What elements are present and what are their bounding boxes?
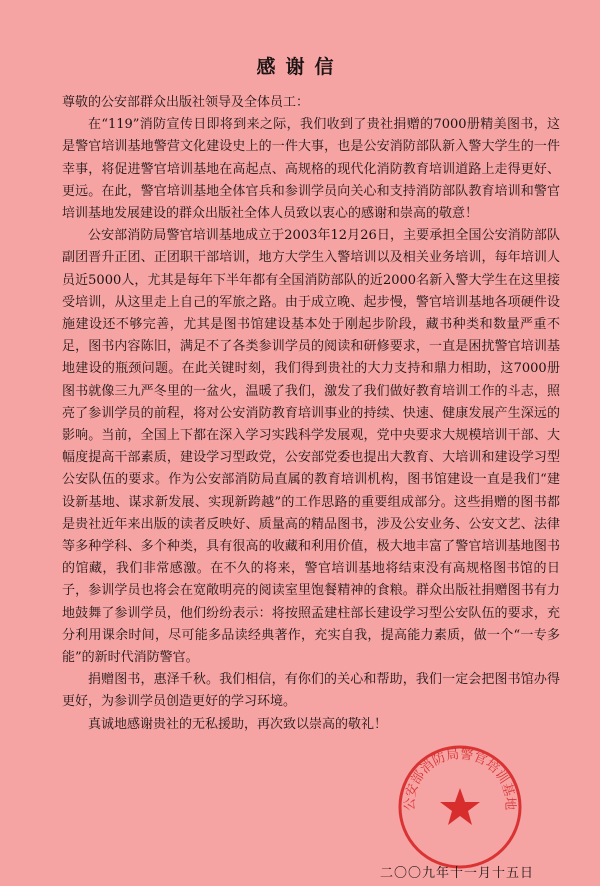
paragraph-3: 捐赠图书，惠泽千秋。我们相信，有你们的关心和帮助，我们一定会把图书馆办得更好，为参训学员创造更好的学习环境。 xyxy=(62,672,560,710)
official-seal xyxy=(395,742,525,872)
letter-title: 感谢信 xyxy=(256,56,344,78)
paragraph-4: 真诚地感谢贵社的无私援助，再次致以崇高的敬礼！ xyxy=(88,716,388,732)
letter-date: 二〇〇九年十一月十五日 xyxy=(380,866,535,881)
seal-star-icon xyxy=(440,788,480,825)
paragraph-2: 公安部消防局警官培训基地成立于2003年12月26日，主要承担全国公安消防部队副团晋升正团、正团职干部培训，地方大学生入警培训以及相关业务培训，每年培训人员近5000人，尤其是每年下半年都有全国消防部队的近2000名新入警大学生在这里接受培训，从这里走上自己的军旅之路。由于成立晚、起步慢，警官培训基地各项硬件设施建设还不够完善，尤其是图书馆建设基本处于刚起步阶段，藏书种类和数量严重不足，图书内容陈旧，满足不了各类参训学员的阅读和研修要求，一直是困扰警官培训基地建设的瓶颈问题。在此关键时刻，我们得到贵社的大力支持和鼎力相助，这7000册图书就像三九严冬里的一盆火，温暖了我们，激发了我们做好教育培训工作的斗志，照亮了参训学员的前程，将对公安消防教育培训事业的持续、快速、健康发展产生深远的影响。当前，全国上下都在深入学习实践科学发展观，党中央要求大规模培训干部、大幅度提高干部素质，建设学习型政党，公安部党委也提出大教育、大培训和建设学习型公安队伍的要求。作为公安部消防局直属的教育培训机构，图书馆建设一直是我们“建设新基地、谋求新发展、实现新跨越”的工作思路的重要组成部分。这些捐赠的图书都是贵社近年来出版的读者反映好、质量高的精品图书，涉及公安业务、公安文艺、法律等多种学科、多个种类，具有很高的收藏和利用价值，极大地丰富了警官培训基地图书的馆藏，我们非常感激。在不久的将来，警官培训基地将结束没有高规格图书馆的日子，参训学员也将会在宽敞明亮的阅读室里饱餐精神的食粮。群众出版社捐赠图书有力地鼓舞了参训学员，他们纷纷表示：将按照孟建柱部长建设学习型公安队伍的要求，充分利用课余时间，尽可能多品读经典著作，充实自我，提高能力素质，做一个“一专多能”的新时代消防警官。 xyxy=(62,228,560,666)
paragraph-1: 在“119”消防宣传日即将到来之际，我们收到了贵社捐赠的7000册精美图书，这是警官培训基地警营文化建设史上的一件大事，也是公安消防部队新入警大学生的一件幸事，将促进警官培训基地在高起点、高规格的现代化消防教育培训道路上走得更好、更远。在此，警官培训基地全体官兵和参训学员向关心和支持消防部队教育培训和警官培训基地发展建设的群众出版社全体人员致以衷心的感谢和崇高的敬意！ xyxy=(62,117,560,222)
seal-text: 公安部消防局警官培训基地 xyxy=(402,747,518,811)
salutation: 尊敬的公安部群众出版社领导及全体员工： xyxy=(62,95,310,110)
letter-body xyxy=(62,92,560,736)
